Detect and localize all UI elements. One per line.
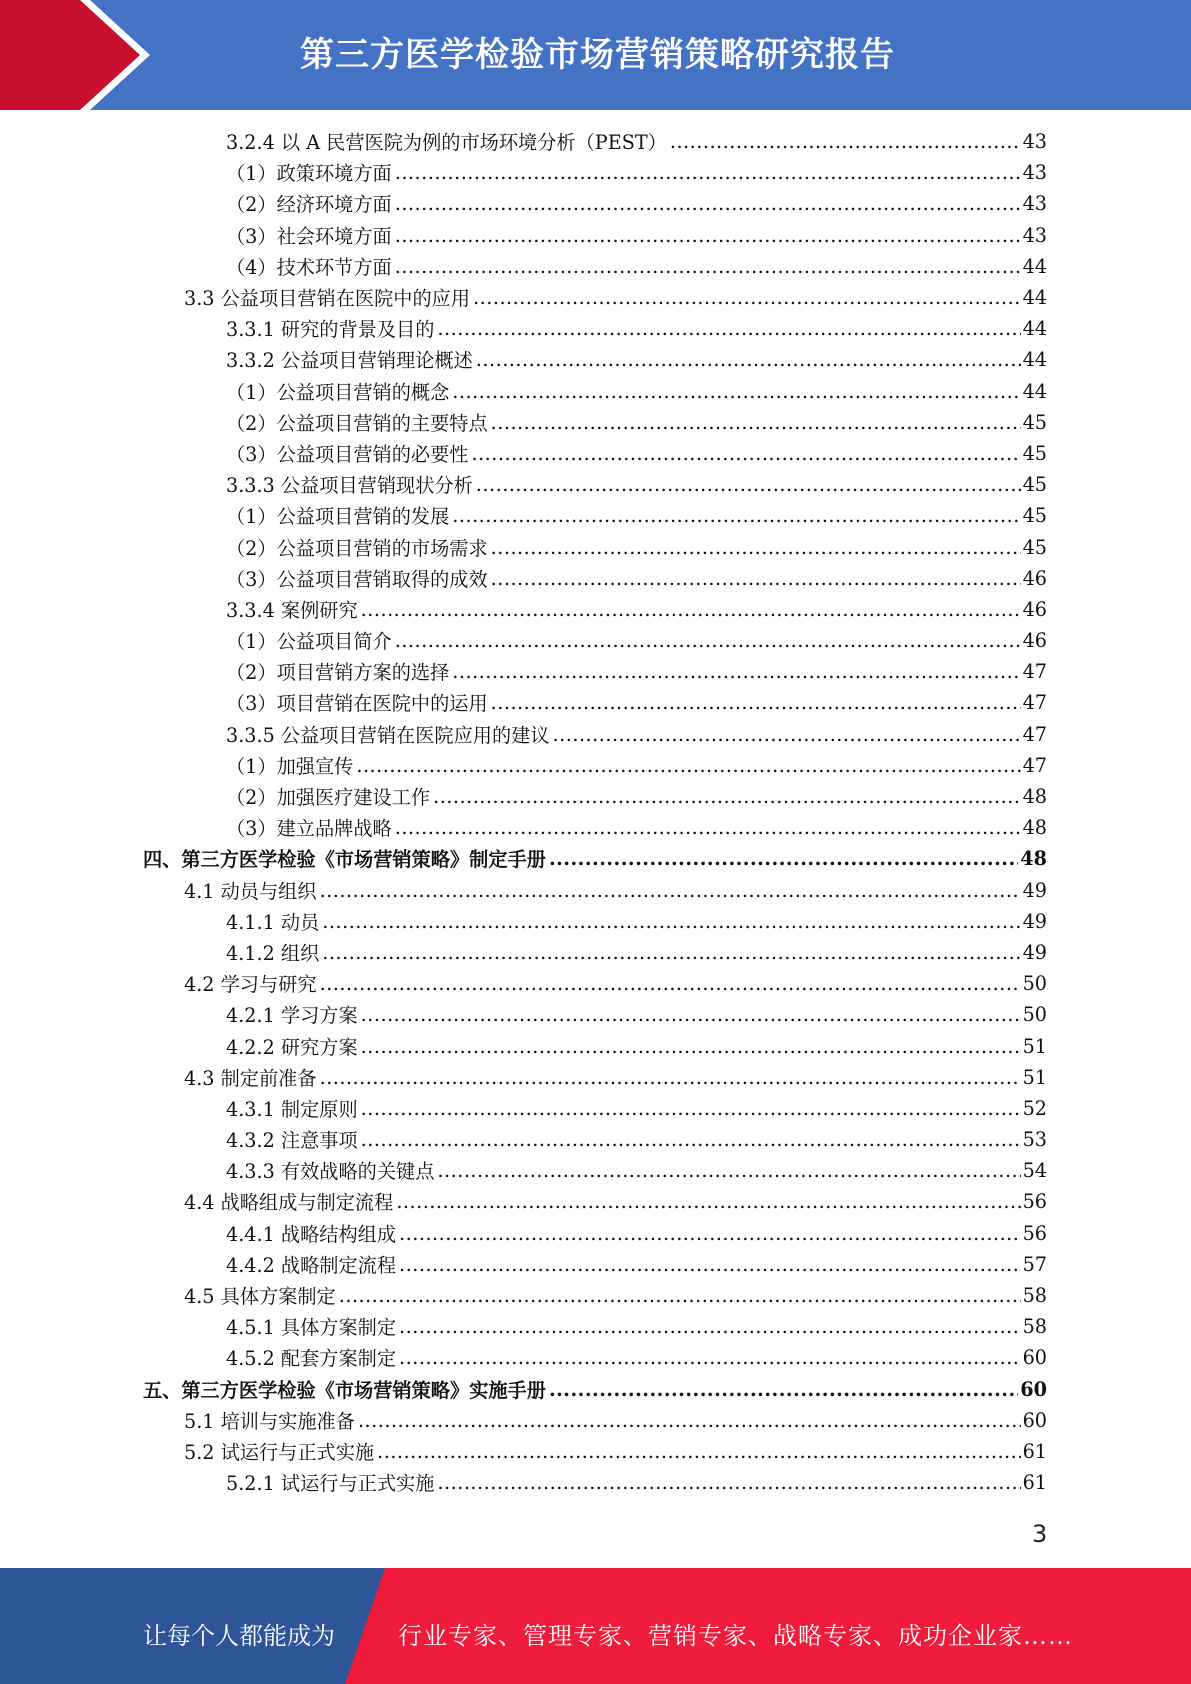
toc-entry[interactable] — [0, 719, 1047, 750]
toc-entry-page: 47 — [1022, 660, 1047, 684]
toc-entry-page: 47 — [1022, 753, 1047, 777]
toc-entry-page: 49 — [1022, 940, 1047, 964]
toc-entry[interactable] — [0, 875, 1047, 906]
toc-entry-page: 45 — [1022, 410, 1047, 434]
toc-entry-page: 56 — [1022, 1190, 1047, 1214]
toc-entry[interactable] — [0, 1093, 1047, 1124]
toc-entry[interactable] — [0, 750, 1047, 781]
toc-entry-page: 57 — [1022, 1252, 1047, 1276]
toc-entry[interactable] — [0, 843, 1047, 874]
toc-entry[interactable] — [0, 531, 1047, 562]
toc-leader-dots — [395, 224, 1021, 247]
toc-entry-page: 54 — [1022, 1159, 1047, 1183]
toc-entry-label: 5.2.1 试运行与正式实施 — [226, 1472, 435, 1496]
toc-entry-page: 58 — [1022, 1315, 1047, 1339]
toc-entry[interactable] — [0, 563, 1047, 594]
toc-entry-page: 56 — [1022, 1221, 1047, 1245]
toc-leader-dots — [361, 598, 1021, 621]
toc-leader-dots — [437, 1471, 1020, 1494]
toc-entry-label: 3.3 公益项目营销在医院中的应用 — [184, 287, 471, 311]
toc-entry-label: 4.1 动员与组织 — [184, 879, 317, 903]
toc-leader-dots — [433, 785, 1020, 808]
toc-entry[interactable] — [0, 1186, 1047, 1217]
toc-entry[interactable] — [0, 999, 1047, 1030]
toc-leader-dots — [452, 380, 1020, 403]
toc-leader-dots — [452, 660, 1020, 683]
toc-entry[interactable] — [0, 157, 1047, 188]
toc-leader-dots — [491, 411, 1021, 434]
toc-leader-dots — [549, 1378, 1018, 1401]
footer-slogan-right: 行业专家、管理专家、营销专家、战略专家、成功企业家…… — [398, 1622, 1073, 1650]
toc-entry-page: 45 — [1022, 473, 1047, 497]
toc-leader-dots — [491, 691, 1021, 714]
toc-entry-page: 51 — [1022, 1034, 1047, 1058]
toc-entry-page: 43 — [1022, 161, 1047, 185]
toc-entry-label: 3.3.1 研究的背景及目的 — [226, 318, 435, 342]
toc-entry[interactable] — [0, 1405, 1047, 1436]
toc-entry[interactable] — [0, 968, 1047, 999]
toc-entry-label: （2）加强医疗建设工作 — [226, 786, 431, 810]
toc-entry[interactable] — [0, 1436, 1047, 1467]
toc-entry[interactable] — [0, 781, 1047, 812]
toc-leader-dots — [399, 1315, 1021, 1338]
toc-entry-page: 53 — [1022, 1128, 1047, 1152]
toc-entry-label: 5.2 试运行与正式实施 — [184, 1440, 375, 1464]
toc-entry-page: 46 — [1022, 629, 1047, 653]
toc-entry-label: （1）公益项目简介 — [226, 630, 392, 654]
toc-entry-page: 50 — [1022, 972, 1047, 996]
toc-entry-page: 60 — [1022, 1346, 1047, 1370]
toc-entry-label: （1）公益项目营销的发展 — [226, 505, 450, 529]
toc-leader-dots — [549, 847, 1018, 870]
toc-leader-dots — [358, 1409, 1021, 1432]
toc-entry-label: 4.4.1 战略结构组成 — [226, 1222, 397, 1246]
toc-entry-label: 4.1.2 组织 — [226, 941, 320, 965]
toc-leader-dots — [437, 1159, 1020, 1182]
toc-entry-page: 46 — [1022, 566, 1047, 590]
toc-leader-dots — [320, 1066, 1021, 1089]
toc-entry-label: 3.3.3 公益项目营销现状分析 — [226, 474, 473, 498]
page-footer — [0, 1568, 1191, 1684]
toc-leader-dots — [361, 1097, 1021, 1120]
toc-entry-page: 45 — [1022, 441, 1047, 465]
toc-entry-label: 5.1 培训与实施准备 — [184, 1409, 355, 1433]
toc-entry[interactable] — [0, 656, 1047, 687]
toc-entry-page: 49 — [1022, 909, 1047, 933]
toc-leader-dots — [491, 536, 1021, 559]
toc-leader-dots — [320, 879, 1021, 902]
toc-entry-page: 48 — [1020, 847, 1047, 871]
toc-entry-page: 44 — [1022, 254, 1047, 278]
toc-leader-dots — [399, 1253, 1021, 1276]
toc-entry[interactable] — [0, 1062, 1047, 1093]
page-header — [0, 0, 1191, 110]
header-chevron-decoration — [0, 0, 160, 110]
toc-entry-label: （2）公益项目营销的市场需求 — [226, 536, 488, 560]
toc-entry-label: 4.3.1 制定原则 — [226, 1097, 358, 1121]
toc-leader-dots — [399, 1222, 1021, 1245]
toc-leader-dots — [399, 1346, 1021, 1369]
toc-entry-label: （1）政策环境方面 — [226, 162, 392, 186]
toc-entry-page: 44 — [1022, 348, 1047, 372]
toc-entry-label: （3）公益项目营销取得的成效 — [226, 567, 488, 591]
toc-entry[interactable] — [0, 188, 1047, 219]
toc-leader-dots — [361, 1035, 1021, 1058]
toc-leader-dots — [471, 442, 1020, 465]
toc-entry-page: 44 — [1022, 317, 1047, 341]
toc-leader-dots — [476, 473, 1021, 496]
toc-entry[interactable] — [0, 376, 1047, 407]
toc-leader-dots — [396, 1190, 1020, 1213]
toc-entry[interactable] — [0, 1030, 1047, 1061]
toc-entry-page: 43 — [1022, 130, 1047, 154]
toc-entry-page: 44 — [1022, 286, 1047, 310]
toc-entry[interactable] — [0, 220, 1047, 251]
toc-entry-label: （3）公益项目营销的必要性 — [226, 442, 469, 466]
toc-entry-page: 47 — [1022, 722, 1047, 746]
toc-entry[interactable] — [0, 1218, 1047, 1249]
page-title: 第三方医学检验市场营销策略研究报告 — [300, 35, 895, 75]
toc-entry[interactable] — [0, 1311, 1047, 1342]
toc-entry-label: 4.1.1 动员 — [226, 910, 320, 934]
toc-entry[interactable] — [0, 594, 1047, 625]
toc-entry[interactable] — [0, 282, 1047, 313]
toc-entry-label: （2）公益项目营销的主要特点 — [226, 411, 488, 435]
toc-entry-label: 4.2 学习与研究 — [184, 973, 317, 997]
toc-entry[interactable] — [0, 469, 1047, 500]
toc-entry-page: 52 — [1022, 1096, 1047, 1120]
toc-entry[interactable] — [0, 1124, 1047, 1155]
toc-leader-dots — [395, 255, 1021, 278]
toc-entry[interactable] — [0, 937, 1047, 968]
table-of-contents — [0, 126, 1191, 1498]
toc-entry-label: 3.3.5 公益项目营销在医院应用的建议 — [226, 723, 550, 747]
toc-entry-label: 4.2.1 学习方案 — [226, 1004, 358, 1028]
toc-entry[interactable] — [0, 500, 1047, 531]
toc-entry-label: 五、第三方医学检验《市场营销策略》实施手册 — [143, 1378, 546, 1402]
toc-entry-page: 43 — [1022, 192, 1047, 216]
toc-entry-page: 48 — [1022, 785, 1047, 809]
toc-leader-dots — [395, 161, 1021, 184]
toc-entry-label: 4.5.2 配套方案制定 — [226, 1347, 397, 1371]
toc-entry-label: 3.3.2 公益项目营销理论概述 — [226, 349, 473, 373]
toc-entry-label: 4.4 战略组成与制定流程 — [184, 1191, 394, 1215]
toc-entry-page: 61 — [1022, 1471, 1047, 1495]
page-number: 3 — [1032, 1520, 1048, 1548]
toc-entry[interactable] — [0, 1249, 1047, 1280]
toc-entry-page: 47 — [1022, 691, 1047, 715]
toc-entry-page: 45 — [1022, 504, 1047, 528]
toc-entry-label: 4.5.1 具体方案制定 — [226, 1316, 397, 1340]
toc-leader-dots — [491, 567, 1021, 590]
toc-entry-page: 60 — [1022, 1408, 1047, 1432]
toc-entry-label: 3.3.4 案例研究 — [226, 598, 358, 622]
toc-entry[interactable] — [0, 438, 1047, 469]
toc-entry-page: 61 — [1022, 1439, 1047, 1463]
toc-entry-label: 4.3.2 注意事项 — [226, 1129, 358, 1153]
toc-leader-dots — [452, 504, 1020, 527]
toc-leader-dots — [395, 629, 1021, 652]
toc-entry-page: 46 — [1022, 597, 1047, 621]
toc-leader-dots — [553, 723, 1021, 746]
toc-entry-label: （2）项目营销方案的选择 — [226, 661, 450, 685]
toc-entry-page: 58 — [1022, 1284, 1047, 1308]
toc-entry[interactable] — [0, 812, 1047, 843]
toc-leader-dots — [437, 317, 1020, 340]
toc-entry-page: 45 — [1022, 535, 1047, 559]
toc-leader-dots — [361, 1003, 1021, 1026]
toc-leader-dots — [322, 941, 1020, 964]
toc-entry-label: 4.3 制定前准备 — [184, 1066, 317, 1090]
toc-entry[interactable] — [0, 313, 1047, 344]
toc-entry[interactable] — [0, 906, 1047, 937]
toc-leader-dots — [395, 816, 1021, 839]
toc-entry[interactable] — [0, 1342, 1047, 1373]
toc-leader-dots — [356, 754, 1020, 777]
toc-leader-dots — [361, 1128, 1021, 1151]
toc-entry-label: （4）技术环节方面 — [226, 255, 392, 279]
toc-entry-label: （1）加强宣传 — [226, 754, 354, 778]
toc-entry[interactable] — [0, 407, 1047, 438]
toc-entry[interactable] — [0, 1467, 1047, 1498]
toc-entry-page: 43 — [1022, 223, 1047, 247]
toc-leader-dots — [322, 910, 1020, 933]
toc-leader-dots — [473, 286, 1021, 309]
toc-entry[interactable] — [0, 1280, 1047, 1311]
toc-leader-dots — [670, 130, 1021, 153]
toc-entry[interactable] — [0, 126, 1047, 157]
toc-entry-label: （3）项目营销在医院中的运用 — [226, 692, 488, 716]
toc-entry-page: 48 — [1022, 816, 1047, 840]
toc-leader-dots — [395, 192, 1021, 215]
toc-entry[interactable] — [0, 1374, 1047, 1405]
toc-entry[interactable] — [0, 344, 1047, 375]
toc-entry-label: 4.2.2 研究方案 — [226, 1035, 358, 1059]
footer-slogan-left: 让每个人都能成为 — [143, 1622, 335, 1650]
toc-entry-label: （1）公益项目营销的概念 — [226, 380, 450, 404]
toc-entry[interactable] — [0, 687, 1047, 718]
toc-entry-label: 4.3.3 有效战略的关键点 — [226, 1160, 435, 1184]
toc-leader-dots — [320, 972, 1021, 995]
toc-entry-page: 49 — [1022, 878, 1047, 902]
toc-entry[interactable] — [0, 625, 1047, 656]
toc-leader-dots — [476, 348, 1021, 371]
toc-entry-page: 51 — [1022, 1065, 1047, 1089]
toc-entry-label: （3）建立品牌战略 — [226, 817, 392, 841]
toc-entry-page: 50 — [1022, 1003, 1047, 1027]
toc-entry-label: 3.2.4 以 A 民营医院为例的市场环境分析（PEST） — [226, 131, 667, 155]
toc-entry-page: 60 — [1020, 1377, 1047, 1401]
toc-entry-label: 4.4.2 战略制定流程 — [226, 1253, 397, 1277]
toc-entry-label: （3）社会环境方面 — [226, 224, 392, 248]
toc-entry-page: 44 — [1022, 379, 1047, 403]
toc-entry[interactable] — [0, 251, 1047, 282]
toc-leader-dots — [339, 1284, 1021, 1307]
toc-entry-label: （2）经济环境方面 — [226, 193, 392, 217]
toc-entry-label: 4.5 具体方案制定 — [184, 1285, 336, 1309]
toc-entry-label: 四、第三方医学检验《市场营销策略》制定手册 — [143, 848, 546, 872]
toc-leader-dots — [377, 1440, 1020, 1463]
toc-entry[interactable] — [0, 1155, 1047, 1186]
